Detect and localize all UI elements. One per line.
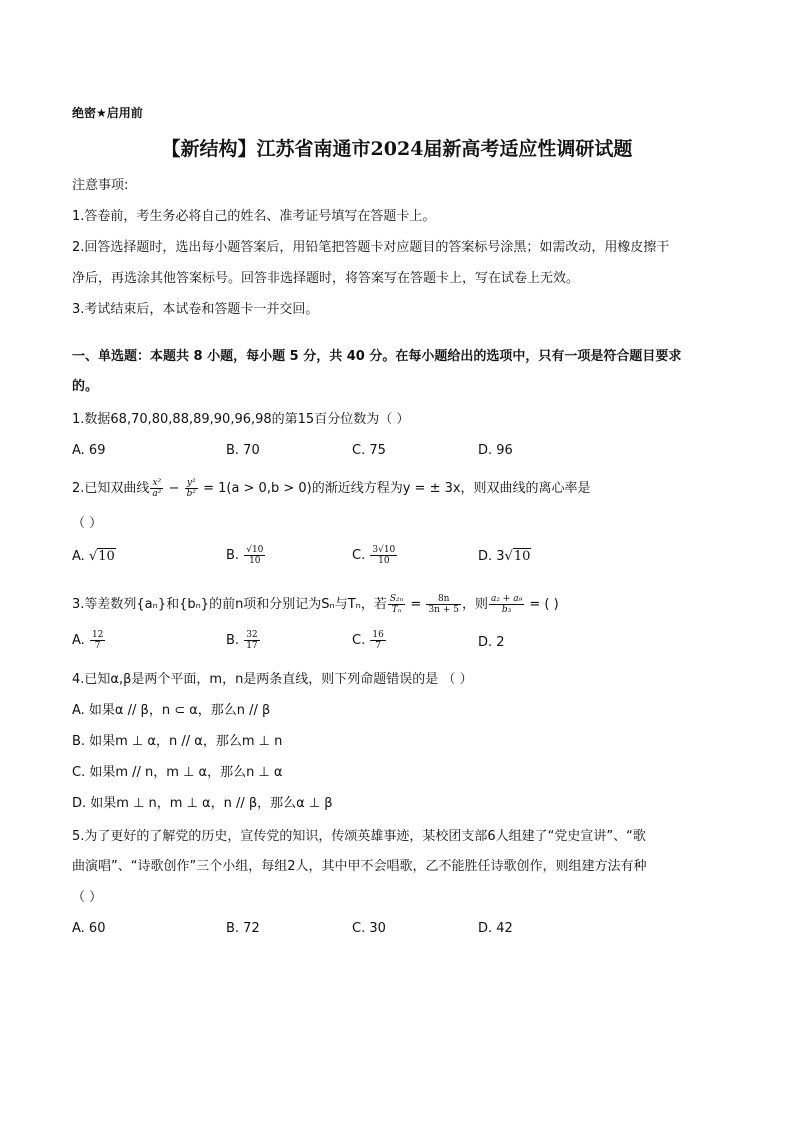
q2-hyperbola-x-term: $\frac{\text{x²}}{\text{a²}}$ bbox=[152, 478, 162, 499]
question-5-stem: 5.为了更好的了解党的历史，宣传党的知识，传颂英雄事迹，某校团支部6人组建了“党史宣讲”、“歌 bbox=[72, 829, 646, 844]
q2-stem-pre: 2.已知双曲线 bbox=[72, 481, 150, 496]
page-title: 【新结构】江苏省南通市2024届新高考适应性调研试题 bbox=[161, 138, 633, 160]
q1-option-b: B. 70 bbox=[226, 443, 260, 458]
q2-option-c: C. $\frac{3√10}{10}$ bbox=[352, 545, 396, 566]
q2-stem-mid: = 1(a > 0,b > 0)的渐近线方程为y = ± 3x，则双曲线的离心率是 bbox=[198, 481, 591, 496]
question-1-stem: 1.数据68,70,80,88,89,90,96,98的第15百分位数为（ ） bbox=[72, 412, 410, 427]
q1-option-c: C. 75 bbox=[352, 443, 386, 458]
question-4-stem: 4.已知α,β是两个平面，m，n是两条直线，则下列命题错误的是 （ ） bbox=[72, 672, 473, 687]
q4-option-b: B. 如果m ⊥ α，n // α，那么m ⊥ n bbox=[72, 734, 283, 749]
question-2-stem: 2.已知双曲线 $\frac{\text{x²}}{\text{a²}}$ − $\frac{\text{y²}}{\text{b²}}$ = 1(a > 0,b > 0)的渐近线方程为y = ± 3x，则双曲线的离心率是 bbox=[72, 478, 591, 499]
q2-hyperbola-y-term: $\frac{\text{y²}}{\text{b²}}$ bbox=[186, 478, 196, 499]
confidential-label: 绝密★启用前 bbox=[72, 106, 143, 120]
q4-option-a: A. 如果α // β，n ⊂ α，那么n // β bbox=[72, 703, 271, 718]
q3-option-b: B. $\frac{32}{17}$ bbox=[226, 630, 258, 651]
section-heading: 一、单选题：本题共 8 小题，每小题 5 分，共 40 分。在每小题给出的选项中，只有一项是符合题目要求 bbox=[72, 349, 682, 364]
q3-option-a: A. $\frac{12}{7}$ bbox=[72, 630, 104, 651]
question-5-stem-cont: 曲演唱”、“诗歌创作”三个小组，每组2人，其中甲不会唱歌，乙不能胜任诗歌创作，则组建方法有种 bbox=[72, 859, 647, 874]
q4-option-d: D. 如果m ⊥ n，m ⊥ α，n // β，那么α ⊥ β bbox=[72, 796, 333, 811]
q5-option-b: B. 72 bbox=[226, 921, 260, 936]
question-3-stem: 3.等差数列{aₙ}和{bₙ}的前n项和分别记为Sₙ与Tₙ，若 $\frac{\text{S₂ₙ}}{\text{Tₙ}}$ = $\frac{8n}{3n + 5}$ ，则 $\frac{\text{a₂ + a₉}}{\text{b₃}}$ = ( ) bbox=[72, 594, 559, 615]
notice-item-1: 1.答卷前，考生务必将自己的姓名、准考证号填写在答题卡上。 bbox=[72, 209, 436, 224]
q3-option-c: C. $\frac{16}{7}$ bbox=[352, 630, 384, 651]
notice-item-2: 2.回答选择题时，选出每小题答案后，用铅笔把答题卡对应题目的答案标号涂黑；如需改动，用橡皮擦干 bbox=[72, 240, 670, 255]
notice-item-2-cont: 净后，再选涂其他答案标号。回答非选择题时，将答案写在答题卡上，写在试卷上无效。 bbox=[72, 271, 580, 286]
q5-option-c: C. 30 bbox=[352, 921, 386, 936]
q1-option-a: A. 69 bbox=[72, 443, 106, 458]
notice-heading: 注意事项: bbox=[72, 178, 129, 193]
q4-option-c: C. 如果m // n，m ⊥ α，那么n ⊥ α bbox=[72, 765, 283, 780]
q5-answer-paren: （ ） bbox=[72, 890, 103, 905]
notice-item-3: 3.考试结束后，本试卷和答题卡一并交回。 bbox=[72, 302, 319, 317]
q2-option-a: A. √10 bbox=[72, 549, 115, 564]
q5-option-d: D. 42 bbox=[478, 921, 513, 936]
q2-answer-paren: （ ） bbox=[72, 516, 103, 531]
q2-option-d: D. 3√10 bbox=[478, 549, 531, 564]
q2-option-b: B. $\frac{√10}{10}$ bbox=[226, 545, 264, 566]
q5-option-a: A. 60 bbox=[72, 921, 106, 936]
section-heading-cont: 的。 bbox=[72, 379, 99, 394]
q1-option-d: D. 96 bbox=[478, 443, 513, 458]
q3-option-d: D. 2 bbox=[478, 635, 505, 650]
